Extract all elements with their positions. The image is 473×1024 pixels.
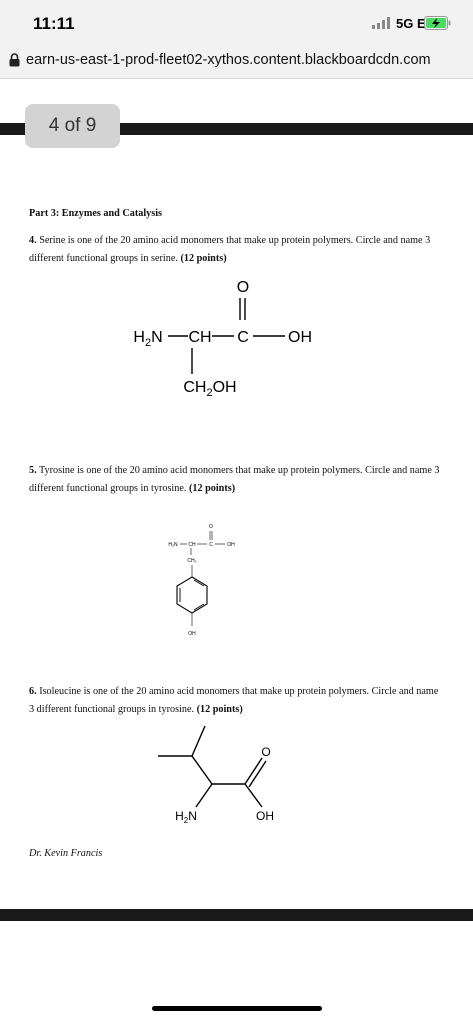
svg-text:CH₂: CH₂: [187, 558, 197, 564]
svg-text:OH: OH: [188, 631, 196, 637]
tyrosine-structure: [155, 515, 255, 640]
page-bottom-edge: [0, 909, 473, 921]
serine-structure: [110, 270, 340, 400]
svg-text:CH: CH: [188, 542, 196, 548]
signal-icon: [372, 17, 392, 29]
address-bar[interactable]: [0, 44, 473, 79]
question-5: 5. Tyrosine is one of the 20 amino acid monomers that make up protein polymers. Circle and name 3 different functional groups in tyrosine. (12 points): [29, 465, 440, 494]
section-title: Part 3: Enzymes and Catalysis: [29, 208, 162, 219]
question-6: 6. Isoleucine is one of the 20 amino acid monomers that make up protein polymers. Circle and name 3 different functional groups in tyrosine. (12 points): [29, 686, 439, 715]
page-indicator: 4 of 9: [25, 104, 120, 148]
status-time: 11:11: [33, 14, 75, 33]
battery-charging-icon: [424, 16, 452, 30]
svg-text:C: C: [209, 542, 213, 548]
status-bar: [0, 0, 473, 44]
question-4: 4. Serine is one of the 20 amino acid monomers that make up protein polymers. Circle and name 3 different functional groups in serine. (12 points): [29, 235, 431, 264]
svg-text:OH: OH: [288, 329, 312, 346]
lock-icon: [9, 53, 20, 67]
svg-text:CH: CH: [188, 329, 212, 346]
svg-text:O: O: [209, 524, 213, 530]
url-text[interactable]: earn-us-east-1-prod-fleet02-xythos.content.blackboardcdn.com: [26, 52, 431, 68]
svg-text:H2N: $H_2N$: [133, 329, 163, 349]
home-indicator[interactable]: [152, 1006, 322, 1011]
svg-text:OH: OH: [227, 542, 235, 548]
svg-text:C: C: [237, 329, 249, 346]
svg-text:H₂N: H₂N: [168, 542, 178, 548]
footer-author: Dr. Kevin Francis: [29, 848, 103, 859]
svg-text:O: O: [236, 279, 250, 296]
isoleucine-structure: [150, 718, 290, 833]
svg-text:OH: OH: [256, 809, 274, 823]
network-label: 5G E: [396, 16, 426, 31]
svg-text:CH2OH: $CH_2OH$: [183, 379, 237, 399]
svg-text:O: O: [261, 745, 271, 759]
svg-text:H2N: $H_2N$: [175, 809, 197, 825]
